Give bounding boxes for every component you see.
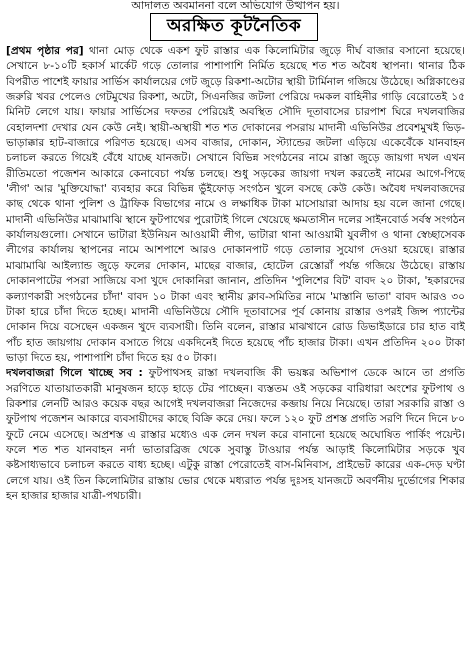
headline-box	[150, 13, 318, 41]
article-body	[6, 44, 465, 660]
continuation-lead: [প্রথম পৃষ্ঠার পর]	[6, 45, 84, 57]
paragraph-1	[6, 44, 465, 366]
paragraph-2	[6, 366, 465, 504]
headline: অরক্ষিত কূটনৈতিক	[166, 16, 302, 36]
paragraph-1-text: থানা মোড় থেকে একশ ফুট রাস্তার এক কিলোমিটার জুড়ে দীর্ঘ বাজার বসানো হয়েছে। সেখানে ৮-১০টি হকার্স মার্কেট গড়ে তোলার পাশাপাশি নির্মিত হয়েছে শত শত অবৈধ স্থাপনা। থানার ঠিক বিপরীত পাশেই ফায়ার সার্ভিস কার্যালয়ের গেট জুড়ে রিকশা-অটোর স্থায়ী টার্মিনাল গজিয়ে উঠেছে। অগ্নিকাণ্ডের জরুরি খবর পেলেও গেটমুখের রিকশা, অটো, সিএনজির জটলা পেরিয়ে দমকল বাহিনীর গাড়ি বেরোতেই ১৫ মিনিট লেগে যায়। ফায়ার সার্ভিসের দফতর পেরিয়েই অবস্থিত সৌদি দূতাবাসের চারপাশ ঘিরে দখলবাজির বেহালদশা দেখার যেন কেউ নেই। স্থায়ী-অস্থায়ী শত শত দোকানের পসরায় মাদানী এভিনিউর প্রবেশমুখই ভিড়-ভাড়াক্কার হাট-বাজারে পরিণত হয়েছে। এসব বাজার, দোকান, স্ট্যান্ডের জটলা এড়িয়ে একেবেঁকে যানবাহন চলাচল করতে গিয়েই বেঁধে যাচ্ছে যানজট। সেখানে বিভিন্ন সংগঠনের নামে রাস্তা জুড়ে জায়গা দখল এখন রীতিমতো পজেশন আকারে কেনাবেচা পর্যন্ত চলছে। শুধু সড়কের জায়গা দখল করতেই নামের আগে-পিছে 'লীগ' আর 'মুক্তিযোদ্ধা' ব্যবহার করে বিভিন্ন ভুঁইফোড় সংগঠন খুলে বসছে কেউ কেউ। অবৈধ দখলবাজদের কাছ থেকে থানা পুলিশ ও ট্রাফিক বিভাগের নামে ও লক্ষাধিক টাকা মাসোয়ারা আদায় হয় বলে জানা গেছে। মাদানী এভিনিউর মাঝামাঝি স্থানে ফুটপাথের পুরোটাই গিলে খেয়েছে ক্ষমতাসীন দলের সাইনবোর্ড সর্বস্ব সংগঠন কার্যালয়গুলো। সেখানে ভাটারা ইউনিয়ন আওয়ামী লীগ, ভাটারা থানা আওয়ামী যুবলীগ ও থানা স্বেচ্ছাসেবক লীগের কার্যালয় স্থাপনের নামে আশপাশে আরও দোকানপাট গড়ে তোলার সুযোগ দেওয়া হয়েছে। রাস্তার মাঝামাঝি আইল্যান্ড জুড়ে ফলের দোকান, মাছের বাজার, হোটেল রেস্তোরাঁ পর্যন্ত গজিয়ে উঠেছে। রাস্তায় দোকানপাটের পসরা সাজিয়ে বসা খুদে দোকানিরা জানান, প্রতিদিন 'পুলিশের বিট' বাবদ ২০ টাকা, 'হকারদের কল্যাণকারী সংগঠনের চাঁদা' বাবদ ১০ টাকা এবং স্থানীয় ক্লাব-সমিতির নামে 'মাস্তানি ভাতা' বাবদ আরও ৩০ টাকা হারে চাঁদা দিতে হচ্ছে। মাদানী এভিনিউয়ে সৌদি দূতাবাসের পূর্ব কোনায় রাস্তার ওপরই জিন্স প্যান্টের দোকান দিয়ে বসেছেন একজন খুদে ব্যবসায়ী। তিনি বলেন, রাস্তার মাঝখানে রোড ডিভাইডারে চার হাত বাই পাঁচ হাত জায়গায় দোকান বসাতে গিয়ে একদিনেই দিতে হয়েছে পাঁচ হাজার টাকা। এখন প্রতিদিন ২০০ টাকা ভাড়া দিতে হয়, পাশাপাশি চাঁদা দিতে হয় ৫০ টাকা।	[6, 45, 465, 364]
subheading-lead: দখলবাজরা গিলে খাচ্ছে সব :	[6, 367, 143, 380]
paragraph-2-text: ফুটপাথসহ রাস্তা দখলবাজি কী ভয়ঙ্কর অভিশাপ ডেকে আনে তা প্রগতি সরণিতে যাতায়াতকারী মানুষজন হাড়ে হাড়ে টের পাচ্ছেন। ব্যস্ততম ওই সড়কের বারিধারা অংশের ফুটপাথ ও রিকশার লেনটি আরও কয়েক বছর আগেই দখলবাজরা নিজেদের কব্জায় নিয়ে নিয়েছে। তারা সরকারি রাস্তা ও ফুটপাথ পজেশন আকারে ব্যবসায়ীদের কাছে বিক্রি করে দেয়। ফলে ১২০ ফুট প্রশস্ত প্রগতি সরণি দিনে দিনে ৮০ ফুটে নেমে এসেছে। অপ্রশস্ত এ রাস্তার মধ্যেও এক লেন দখল করে বানানো হয়েছে অঘোষিত পার্কিং পয়েন্ট। ফলে শত শত যানবাহন নর্দা ভাতারব্রিজ থেকে সুবাস্তু টাওয়ার পর্যন্ত আড়াই কিলোমিটার সড়কে খুব কষ্টসাধ্যভাবে চলাচল করতে বাধ্য হচ্ছে। এটুকু রাস্তা পেরোতেই বাস-মিনিবাস, প্রাইভেট কারের এক-দেড় ঘণ্টা লেগে যায়। ওই তিন কিলোমিটার রাস্তায় ভোর থেকে মধ্যরাত পর্যন্ত দুঃসহ যানজটে অবর্ণনীয় দুর্ভোগের শিকার হন হাজার হাজার যাত্রী-পথচারী।	[6, 367, 465, 502]
clipped-previous-column-line: আদালত অবমাননা বলে অভিযোগ উত্থাপন হয়।	[131, 0, 340, 11]
